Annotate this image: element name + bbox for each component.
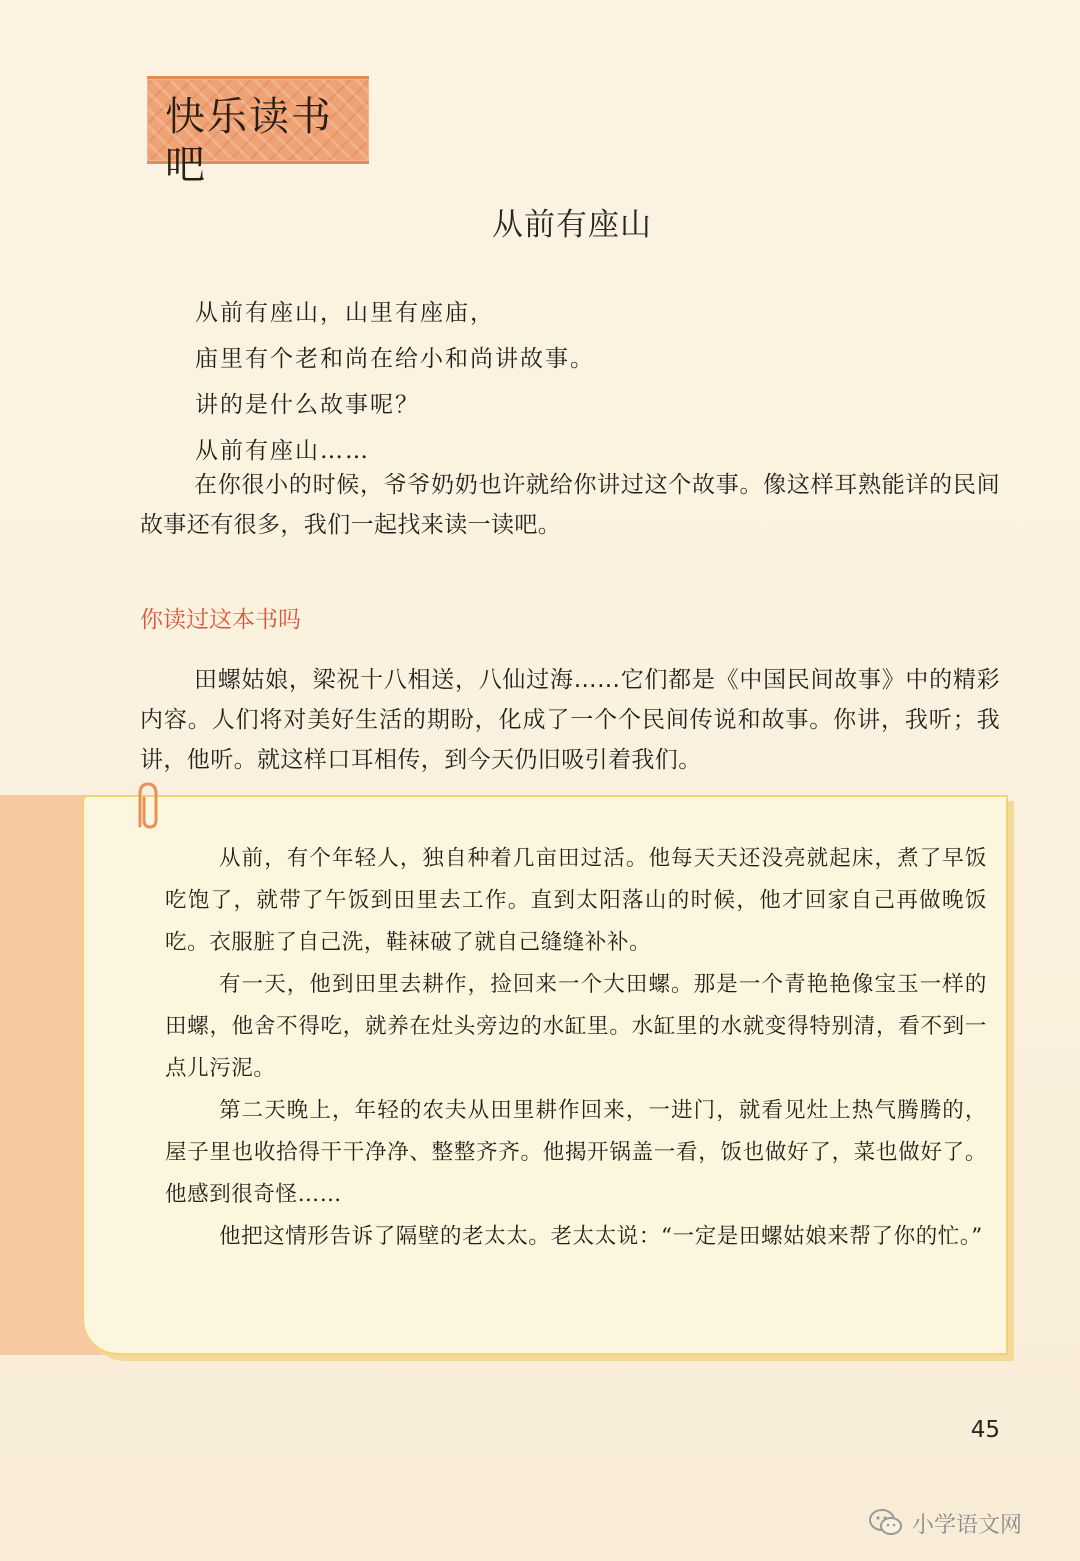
excerpt-paragraph: 第二天晚上，年轻的农夫从田里耕作回来，一进门，就看见灶上热气腾腾的，屋子里也收拾得干干净净、整整齐齐。他揭开锅盖一看，饭也做好了，菜也做好了。他感到很奇怪…… <box>165 1098 987 1207</box>
story-title: 从前有座山 <box>492 207 652 243</box>
excerpt-text <box>165 838 987 1258</box>
section-banner <box>147 76 369 188</box>
poem-line: 从前有座山…… <box>195 438 370 464</box>
excerpt-paragraph: 他把这情形告诉了隔壁的老太太。老太太说：“一定是田螺姑娘来帮了你的忙。” <box>219 1224 983 1249</box>
poem-line: 讲的是什么故事呢？ <box>195 392 420 418</box>
page-number: 45 <box>970 1417 1000 1443</box>
poem-line: 从前有座山，山里有座庙， <box>195 300 495 326</box>
excerpt-paragraph: 从前，有个年轻人，独自种着几亩田过活。他每天天还没亮就起床，煮了早饭吃饱了，就带了午饭到田里去工作。直到太阳落山的时候，他才回家自己再做晚饭吃。衣服脏了自己洗，鞋袜破了就自己缝缝补补。 <box>165 846 987 955</box>
poem-block <box>195 290 595 474</box>
watermark <box>868 1503 1022 1543</box>
wechat-icon <box>868 1508 904 1538</box>
book-paragraph: 田螺姑娘，梁祝十八相送，八仙过海……它们都是《中国民间故事》中的精彩内容。人们将对美好生活的期盼，化成了一个个民间传说和故事。你讲，我听；我讲，他听。就这样口耳相传，到今天仍旧吸引着我们。 <box>140 667 1000 773</box>
excerpt-paragraph: 有一天，他到田里去耕作，捡回来一个大田螺。那是一个青艳艳像宝玉一样的田螺，他舍不得吃，就养在灶头旁边的水缸里。水缸里的水就变得特别清，看不到一点儿污泥。 <box>165 972 987 1081</box>
section-heading: 你读过这本书吗 <box>140 607 301 633</box>
paperclip-icon <box>130 780 166 832</box>
section-banner-title: 快乐读书吧 <box>165 94 333 188</box>
poem-line: 庙里有个老和尚在给小和尚讲故事。 <box>195 346 595 372</box>
intro-paragraph: 在你很小的时候，爷爷奶奶也许就给你讲过这个故事。像这样耳熟能详的民间故事还有很多，我们一起找来读一读吧。 <box>140 472 1000 538</box>
watermark-text: 小学语文网 <box>912 1512 1023 1538</box>
